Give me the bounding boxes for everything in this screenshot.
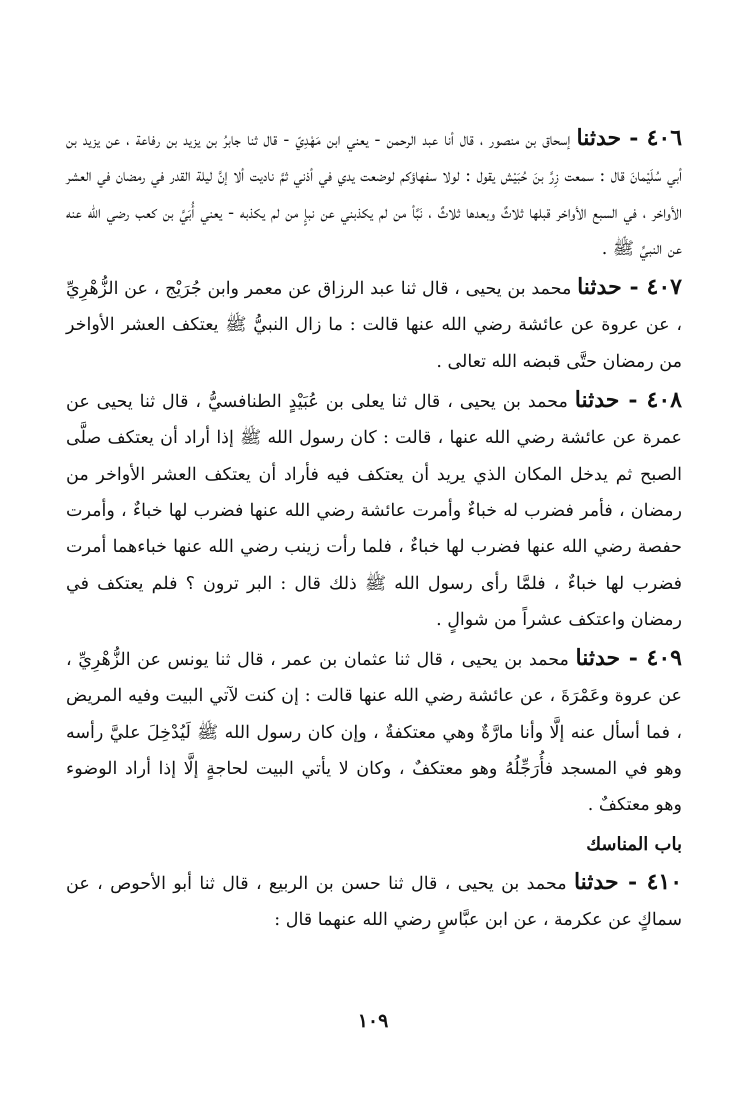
haddathana-keyword: حدثنا (577, 274, 622, 301)
hadith-406: ٤٠٦ - حدثنا إسحاق بن منصور ، قال أنا عبد الرحمن - يعني ابن مَهْدِيّ - قال ثنا جابرُ بن يزيد بن رفاعة ، عن يزيد بن أبي سُلَيْمانَ قال : سمعت زِرَّ بنَ حُبَيْش يقول : لولا سفهاؤكم لوضعت يدي في أذني ثمَّ ناديت ألا إنَّ ليلة القدر في رمضان في العشر الأواخر ، في السبع الأواخر قبلها ثلاثٌ وبعدها ثلاثٌ ، نَبَّأ من لم يكذبني عن نبإٍ من لم يكذبه - يعني أُبَيَّ بن كعب رضي الله عنه عن النبيِّ ﷺ . (66, 125, 683, 259)
hadith-number: ٤٠٧ (646, 274, 682, 301)
page-body (66, 120, 682, 940)
hadith-text: محمد بن يحيى ، قال ثنا يعلى بن عُبَيْدٍ الطنافسيُّ ، قال ثنا يحيى عن عمرة عن عائشة رضي الله عنها ، قالت : كان رسول الله ﷺ إذا أراد أن يعتكف صلَّى الصبح ثم يدخل المكان الذي يريد أن يعتكف فيه فأراد أن يعتكف العشر الأواخر من رمضان ، فأمر فضرب له خباءٌ وأمرت عائشة رضي الله عنها فضرب لها خباءٌ ، وأمرت حفصة رضي الله عنها فضرب لها خباءٌ ، فلما رأت زينب رضي الله عنها خباءهما أمرت فضرب لها خباءٌ ، فلمَّا رأى رسول الله ﷺ ذلك قال : البر ترون ؟ فلم يعتكف في رمضان واعتكف عشراً من شوالٍ . (66, 392, 682, 630)
haddathana-keyword: حدثنا (573, 868, 619, 895)
hadith-text: محمد بن يحيى ، قال ثنا عبد الرزاق عن معمر وابن جُرَيْج ، عن الزُّهْرِيِّ ، عن عروة عن عائشة رضي الله عنها قالت : ما زال النبيُّ ﷺ يعتكف العشر الأواخر من رمضان حتَّى قبضه الله تعالى . (66, 279, 682, 372)
hadith-text: إسحاق بن منصور ، قال أنا عبد الرحمن - يعني ابن مَهْدِيّ - قال ثنا جابرُ بن يزيد بن رفاعة ، عن يزيد بن أبي سُلَيْمانَ قال : سمعت زِرَّ بنَ حُبَيْش يقول : لولا سفهاؤكم لوضعت يدي في أذني ثمَّ ناديت ألا إنَّ ليلة القدر في رمضان في العشر الأواخر ، في السبع الأواخر قبلها ثلاثٌ وبعدها ثلاثٌ ، نَبَّأ من لم يكذبني عن نبإٍ من لم يكذبه - يعني أُبَيَّ بن كعب رضي الله عنه عن النبيِّ ﷺ . (66, 130, 682, 259)
hadith-number: ٤٠٦ (646, 125, 683, 151)
haddathana-keyword: حدثنا (574, 387, 620, 414)
hadith-text: محمد بن يحيى ، قال ثنا حسن بن الربيع ، قال ثنا أبو الأحوص ، عن سماكٍ عن عكرمة ، عن ابن عبَّاسٍ رضي الله عنهما قال : (66, 873, 682, 930)
hadith-409: ٤٠٩ - حدثنا محمد بن يحيى ، قال ثنا عثمان بن عمر ، قال ثنا يونس عن الزُّهْرِيِّ ، عن عروة وعَمْرَةَ ، عن عائشة رضي الله عنها قالت : إن كنت لآتي البيت وفيه المريض ، فما أسأل عنه إلَّا وأنا مارَّةٌ وهي معتكفةٌ ، وإن كان رسول الله ﷺ لَيُدْخِلَ عليَّ رأسه وهو في المسجد فأُرَجِّلُهُ وهو معتكفٌ ، وكان لا يأتي البيت لحاجةٍ إلَّا إذا أراد الوضوء وهو معتكفٌ . (66, 645, 682, 816)
hadith-410: ٤١٠ - حدثنا محمد بن يحيى ، قال ثنا حسن بن الربيع ، قال ثنا أبو الأحوص ، عن سماكٍ عن عكرمة ، عن ابن عبَّاسٍ رضي الله عنهما قال : (66, 868, 683, 930)
hadith-407: ٤٠٧ - حدثنا محمد بن يحيى ، قال ثنا عبد الرزاق عن معمر وابن جُرَيْج ، عن الزُّهْرِيِّ ، عن عروة عن عائشة رضي الله عنها قالت : ما زال النبيُّ ﷺ يعتكف العشر الأواخر من رمضان حتَّى قبضه الله تعالى . (66, 274, 682, 372)
hadith-408: ٤٠٨ - حدثنا محمد بن يحيى ، قال ثنا يعلى بن عُبَيْدٍ الطنافسيُّ ، قال ثنا يحيى عن عمرة عن عائشة رضي الله عنها ، قالت : كان رسول الله ﷺ إذا أراد أن يعتكف صلَّى الصبح ثم يدخل المكان الذي يريد أن يعتكف فيه فأراد أن يعتكف العشر الأواخر من رمضان ، فأمر فضرب له خباءٌ وأمرت عائشة رضي الله عنها فضرب لها خباءٌ ، وأمرت حفصة رضي الله عنها فضرب لها خباءٌ ، فلما رأت زينب رضي الله عنها خباءهما أمرت فضرب لها خباءٌ ، فلمَّا رأى رسول الله ﷺ ذلك قال : البر ترون ؟ فلم يعتكف في رمضان واعتكف عشراً من شوالٍ . (66, 387, 682, 630)
hadith-number: ٤١٠ (646, 868, 683, 895)
hadith-text: محمد بن يحيى ، قال ثنا عثمان بن عمر ، قال ثنا يونس عن الزُّهْرِيِّ ، عن عروة وعَمْرَةَ ، عن عائشة رضي الله عنها قالت : إن كنت لآتي البيت وفيه المريض ، فما أسأل عنه إلَّا وأنا مارَّةٌ وهي معتكفةٌ ، وإن كان رسول الله ﷺ لَيُدْخِلَ عليَّ رأسه وهو في المسجد فأُرَجِّلُهُ وهو معتكفٌ ، وكان لا يأتي البيت لحاجةٍ إلَّا إذا أراد الوضوء وهو معتكفٌ . (66, 650, 682, 816)
chapter-title: باب المناسك (586, 833, 682, 855)
hadith-number: ٤٠٨ (646, 387, 682, 414)
haddathana-keyword: حدثنا (576, 125, 622, 151)
hadith-number: ٤٠٩ (646, 645, 682, 672)
page-number: ١٠٩ (357, 1010, 389, 1032)
haddathana-keyword: حدثنا (575, 645, 621, 672)
